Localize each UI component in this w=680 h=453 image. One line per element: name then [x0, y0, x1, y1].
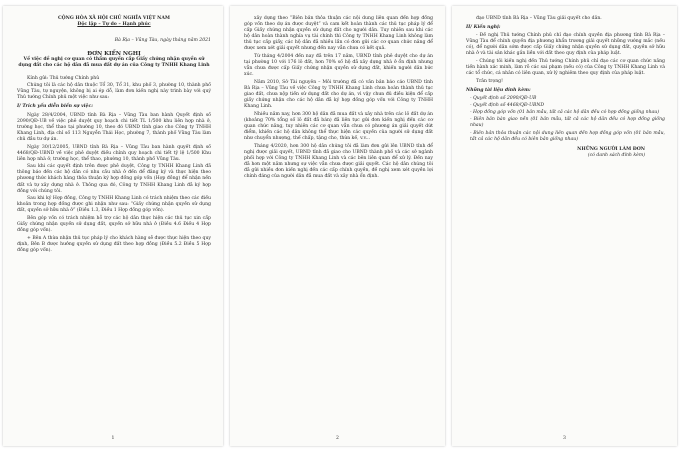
section-heading-2: II/ Kiến nghị: — [466, 25, 501, 31]
paragraph: xây dựng theo “Biên bản thỏa thuận các nội dung liên quan đến hợp đồng góp vốn theo dự án được duyệt” và cam kết hoàn thành các thủ tục pháp lý để cấp Giấy chứng nhận quyền sử dụng đất cho người dân. Tuy nhiên sau khi các hộ dân hoàn thành nghĩa vụ tài chính thì Công ty TNHH Khang Linh không làm thủ tục cấp giấy, các hộ dân đã nhiều lần có đơn gửi các cơ quan chức năng để được xem xét giải quyết nhưng đến nay vẫn chưa có kết quả. — [244, 16, 433, 52]
addressee: Kính gửi: Thủ tướng Chính phủ — [27, 75, 100, 81]
paragraph: - Chúng tôi kiến nghị đến Thủ tướng Chính phủ chỉ đạo các cơ quan chức năng tiến hành xác minh, làm rõ các sai phạm (nếu có) của Công ty TNHH Khang Linh và các tổ chức, cá nhân có liên quan, xử lý nghiêm theo quy định của pháp luật. — [466, 59, 665, 77]
attachment-item: - Hợp đồng góp vốn (01 bản mẫu, tất cả các hộ dân đều có hợp đồng giống nhau) — [470, 110, 660, 116]
document-title: ĐƠN KIẾN NGHỊ — [87, 51, 141, 58]
motto-subtitle: Độc lập – Tự do – Hạnh phúc — [77, 22, 151, 28]
paragraph: - Đề nghị Thủ tướng Chính phủ chỉ đạo chính quyền địa phương tỉnh Bà Rịa – Vũng Tàu để chính quyền địa phương khẩn trương giải quyết những vướng mắc (nếu có), để người dân sớm được cấp Giấy chứng nhận quyền sử dụng đất, quyền sở hữu nhà ở và tài sản khác gắn liền với đất theo quy định của pháp luật. — [466, 33, 665, 57]
document-page-3 — [452, 6, 677, 446]
paragraph: Sau khi ký Hợp đồng, Công ty TNHH Khang Linh có trách nhiệm theo các điều khoản trong hợp đồng được ghi nhận như sau: “Giấy chứng nhận quyền sử dụng đất, quyền sở hữu nhà ở” (Điều 1.3, Điều 1 Hợp đồng góp vốn). — [17, 196, 211, 214]
attachment-item: - Biên bản thỏa thuận các nội dung liên quan đến hợp đồng góp vốn (01 bản mẫu, tất cả các hộ dân đều có biên bản giống nhau) — [470, 130, 665, 142]
document-subtitle: Về việc đề nghị cơ quan có thẩm quyền cấp Giấy chứng nhận quyền sử dụng đất cho các hộ dân đã mua đất dự án của Công ty TNHH Khang Linh — [18, 57, 210, 69]
paragraph: Năm 2010, Sở Tài nguyên – Môi trường đã có văn bản báo cáo UBND tỉnh Bà Rịa – Vũng Tàu về việc Công ty TNHH Khang Linh chưa hoàn thành thủ tục giao đất, chưa nộp tiền sử dụng đất cho dự án, vì vậy chưa đủ điều kiện để cấp giấy chứng nhận cho các hộ dân đã ký hợp đồng góp vốn với Công ty TNHH Khang Linh. — [244, 79, 433, 110]
paragraph: Từ tháng 4/2004 đến nay đã trên 17 năm, UBND tỉnh phê duyệt cho dự án tại phường 10 với 176 lô đất, hơn 70% số hộ đã xây dựng nhà ở ổn định nhưng vẫn chưa được cấp Giấy chứng nhận quyền sử dụng đất, khiến người dân bức xúc. — [244, 54, 433, 78]
national-motto: CỘNG HÒA XÃ HỘI CHỦ NGHĨA VIỆT NAM — [58, 16, 170, 21]
paragraph: + Bên A thừa nhận thủ tục pháp lý cho khách hàng sẽ được thực hiện theo quy định, Bên B được hưởng quyền sử dụng đất theo hợp đồng (Điều 5.2 Điều 5 Hợp đồng góp vốn). — [17, 235, 211, 253]
paragraph: đạo UBND tỉnh Bà Rịa – Vũng Tàu giải quyết cho dân. — [476, 16, 602, 21]
place-date: Bà Rịa – Vũng Tàu, ngày tháng năm 2021 — [114, 38, 211, 44]
paragraph: Nhiều năm nay, hơn 300 hộ dân đã mua đất và xây nhà trên các lô đất dự án (khoảng 70% tổng số lô đất đã bán) đã liên tục gửi đơn kiến nghị đến các cơ quan chức năng, tuy nhiên các cơ quan vẫn chưa có phương án giải quyết dứt điểm, khiến các hộ dân không thể thực hiện các quyền của người sử dụng đất như chuyển nhượng, thế chấp, tặng cho, thừa kế, v.v... — [244, 111, 433, 142]
attachments-heading: Những tài liệu đính kèm: — [466, 87, 531, 93]
attachment-item: - Quyết định số 2090/QĐ-UB — [470, 96, 537, 102]
document-page-2 — [230, 6, 445, 446]
paragraph: Sau khi các quyết định trên được phê duyệt, Công ty TNHH Khang Linh đã thông báo đến các hộ dân có nhu cầu nhà ở đến để đăng ký và thực hiện theo phương thức khách hàng thỏa thuận ký hợp đồng góp vốn (Hợp đồng) để nhận nền đất và tự xây dựng nhà ở. Thông qua đó, Công ty TNHH Khang Linh đã ký hợp đồng với chúng tôi. — [17, 164, 211, 194]
paragraph: Ngày 28/4/2004, UBND tỉnh Bà Rịa – Vũng Tàu ban hành Quyết định số 2090/QĐ-UB về việc phê duyệt quy hoạch chi tiết TL 1/500 khu liên hợp nhà ở, trường học, thể thao tại phường 10, theo đó UBND tỉnh giao cho Công ty TNHH Khang Linh, địa chỉ số 113 Nguyễn Thái Học, phường 7, thành phố Vũng Tàu làm chủ đầu tư dự án. — [17, 112, 211, 142]
attachment-item: - Biên bản bàn giao nền (01 bản mẫu, tất cả các hộ dân đều có hợp đồng giống nhau) — [470, 117, 665, 129]
attachment-item: - Quyết định số 4468/QĐ-UBND — [470, 103, 545, 109]
signature-block — [466, 147, 665, 159]
signature-note: (có danh sách đính kèm) — [587, 152, 645, 158]
paragraph: Bên góp vốn có trách nhiệm hỗ trợ các hộ dân thực hiện các thủ tục xin cấp Giấy chứng nhận quyền sử dụng đất, quyền sở hữu nhà ở (Điều 4.6 Điều 4 Hợp đồng góp vốn). — [17, 216, 211, 234]
document-page-1 — [3, 6, 223, 446]
section-heading-1: I/ Trích yếu diễn biến sự việc: — [17, 104, 93, 110]
signature-title: NHỮNG NGƯỜI LÀM ĐƠN — [577, 146, 645, 152]
paragraph: Trân trọng! — [476, 78, 503, 84]
intro-paragraph: Chúng tôi là các hộ dân thuộc Tổ 30, Tổ 31, khu phố 3, phường 10, thành phố Vũng Tàu, tự nguyện, không bị ai ép dỗ, làm đơn kiến nghị này trình bày với quý Thủ tướng Chính phủ một việc như sau: — [17, 83, 211, 101]
paragraph: Ngày 30/12/2005, UBND tỉnh Bà Rịa – Vũng Tàu ban hành quyết định số 4468/QĐ-UBND về việc phê duyệt điều chỉnh quy hoạch chi tiết tỷ lệ 1/500 Khu liên hợp nhà ở, trường học, thể thao, phường 10, thành phố Vũng Tàu. — [17, 144, 211, 162]
page-number: 1 — [111, 435, 115, 441]
page-number: 2 — [336, 435, 339, 441]
page-number: 3 — [563, 435, 566, 441]
paragraph: Tháng 4/2020, hơn 300 hộ dân chúng tôi đã làm đơn gửi lên UBND tỉnh để nghị được giải quyết, UBND tỉnh đã giao cho UBND thành phố và các sở ngành phối hợp với Công ty TNHH Khang Linh và các bên liên quan để xử lý. Đến nay đã hơn một năm nhưng sự việc vẫn chưa được giải quyết. Các hộ dân chúng tôi đã gửi nhiều đơn kiến nghị đến các cấp chính quyền, đề nghị xem xét quyền lợi chính đáng của người dân đã mua đất và xây nhà ổn định. — [244, 143, 433, 180]
